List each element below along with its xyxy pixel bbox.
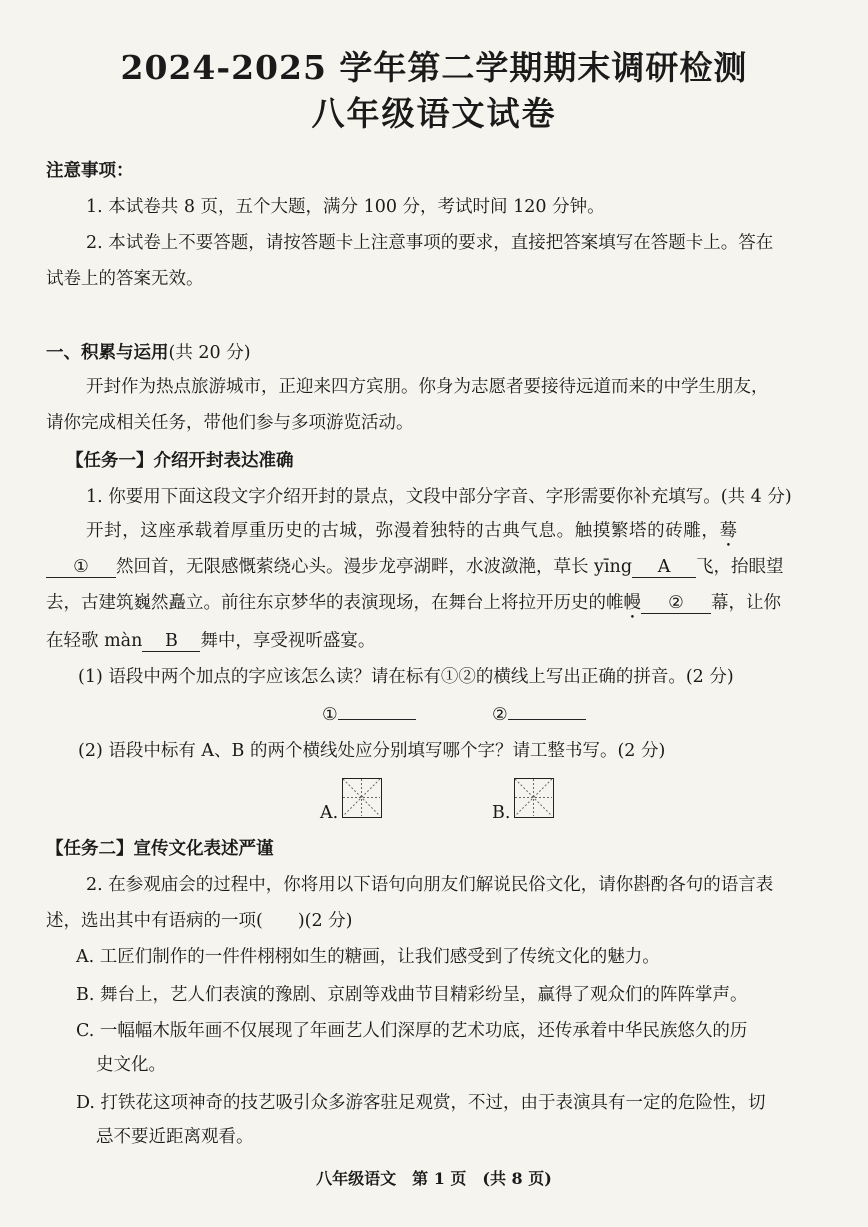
option-d-cont: 忌不要近距离观看。 [96,1127,254,1147]
blank-1: ① [46,557,116,578]
option-c: C. 一幅幅木版年画不仅展现了年画艺人们深厚的艺术功底，还传承着中华民族悠久的历 [76,1021,748,1041]
exam-subtitle: 八年级语文试卷 [311,94,557,133]
question-1: 1. 你要用下面这段文字介绍开封的景点，文段中部分字音、字形需要你补充填写。(共 4 分) [86,487,792,507]
section1-intro: 开封作为热点旅游城市，正迎来四方宾朋。你身为志愿者要接待远道而来的中学生朋友， [86,377,769,397]
blank-2: ② [641,593,711,614]
task1-title: 【任务一】介绍开封表达准确 [66,451,294,471]
answer-label-1: ① [322,705,338,725]
question-2-cont: 述，选出其中有语病的一项( )(2 分) [46,911,353,931]
passage-text: 开封，这座承载着厚重历史的古城，弥漫着独特的古典气息。触摸繁塔的砖雕， [86,521,720,541]
passage-line-2 [46,554,784,580]
writing-grid-b [514,778,554,818]
passage-line-1 [86,518,738,551]
question-2: 2. 在参观庙会的过程中，你将用以下语句向朋友们解说民俗文化，请你斟酌各句的语言表 [86,875,774,895]
section1-title: 一、积累与运用 [46,343,169,363]
grid-label-a: A. [320,803,339,823]
grid-guide-icon [343,779,380,816]
option-b: B. 舞台上，艺人们表演的豫剧、京剧等戏曲节目精彩纷呈，赢得了观众们的阵阵掌声。 [76,985,748,1005]
answer-blank-1 [338,719,416,720]
dotted-char-2: 幔 [623,593,641,613]
section1-score: (共 20 分) [168,343,251,363]
option-a: A. 工匠们制作的一件件栩栩如生的糖画，让我们感受到了传统文化的魅力。 [76,947,660,967]
notice-item-2: 2. 本试卷上不要答题，请按答题卡上注意事项的要求，直接把答案填写在答题卡上。答在 [86,233,774,253]
writing-grid-a [342,778,382,818]
notice-item-2-cont: 试卷上的答案无效。 [46,269,204,289]
passage-text: 飞，抬眼望 [696,557,784,577]
passage-text: 幕，让你 [711,593,781,613]
option-d: D. 打铁花这项神奇的技艺吸引众多游客驻足观赏，不过，由于表演具有一定的危险性，切 [76,1093,766,1113]
question-1-1: (1) 语段中两个加点的字应该怎么读？请在标有①②的横线上写出正确的拼音。(2 分) [78,667,734,687]
notice-heading: 注意事项： [46,161,134,181]
section1-intro-cont: 请你完成相关任务，带他们参与多项游览活动。 [46,413,414,433]
section1-heading [46,340,251,366]
task2-title: 【任务二】宣传文化表述严谨 [46,839,274,859]
answer-line-1 [322,702,416,728]
answer-blank-2 [508,719,586,720]
grid-guide-icon [515,779,552,816]
blank-b: B [142,631,200,652]
exam-title: 2024-2025 学年第二学期期末调研检测 [120,48,748,87]
passage-line-4 [46,628,375,654]
blank-a: A [632,557,696,578]
passage-text: 舞中，享受视听盛宴。 [200,631,376,651]
passage-line-3 [46,590,781,623]
dotted-char-1: 蓦 [719,521,738,541]
option-c-cont: 史文化。 [96,1055,166,1075]
question-1-2: (2) 语段中标有 A、B 的两个横线处应分别填写哪个字？请工整书写。(2 分) [78,741,666,761]
passage-text: 在轻歌 màn [46,631,143,651]
grid-label-b: B. [492,803,511,823]
passage-text: 去，古建筑巍然矗立。前往东京梦华的表演现场，在舞台上将拉开历史的帷 [46,593,624,613]
notice-item-1: 1. 本试卷共 8 页，五个大题，满分 100 分，考试时间 120 分钟。 [86,197,605,217]
passage-text: 然回首，无限感慨萦绕心头。漫步龙亭湖畔，水波潋滟，草长 yīng [116,557,633,577]
answer-label-2: ② [492,705,508,725]
page-footer: 八年级语文 第 1 页 (共 8 页) [316,1169,552,1188]
answer-line-2 [492,702,586,728]
